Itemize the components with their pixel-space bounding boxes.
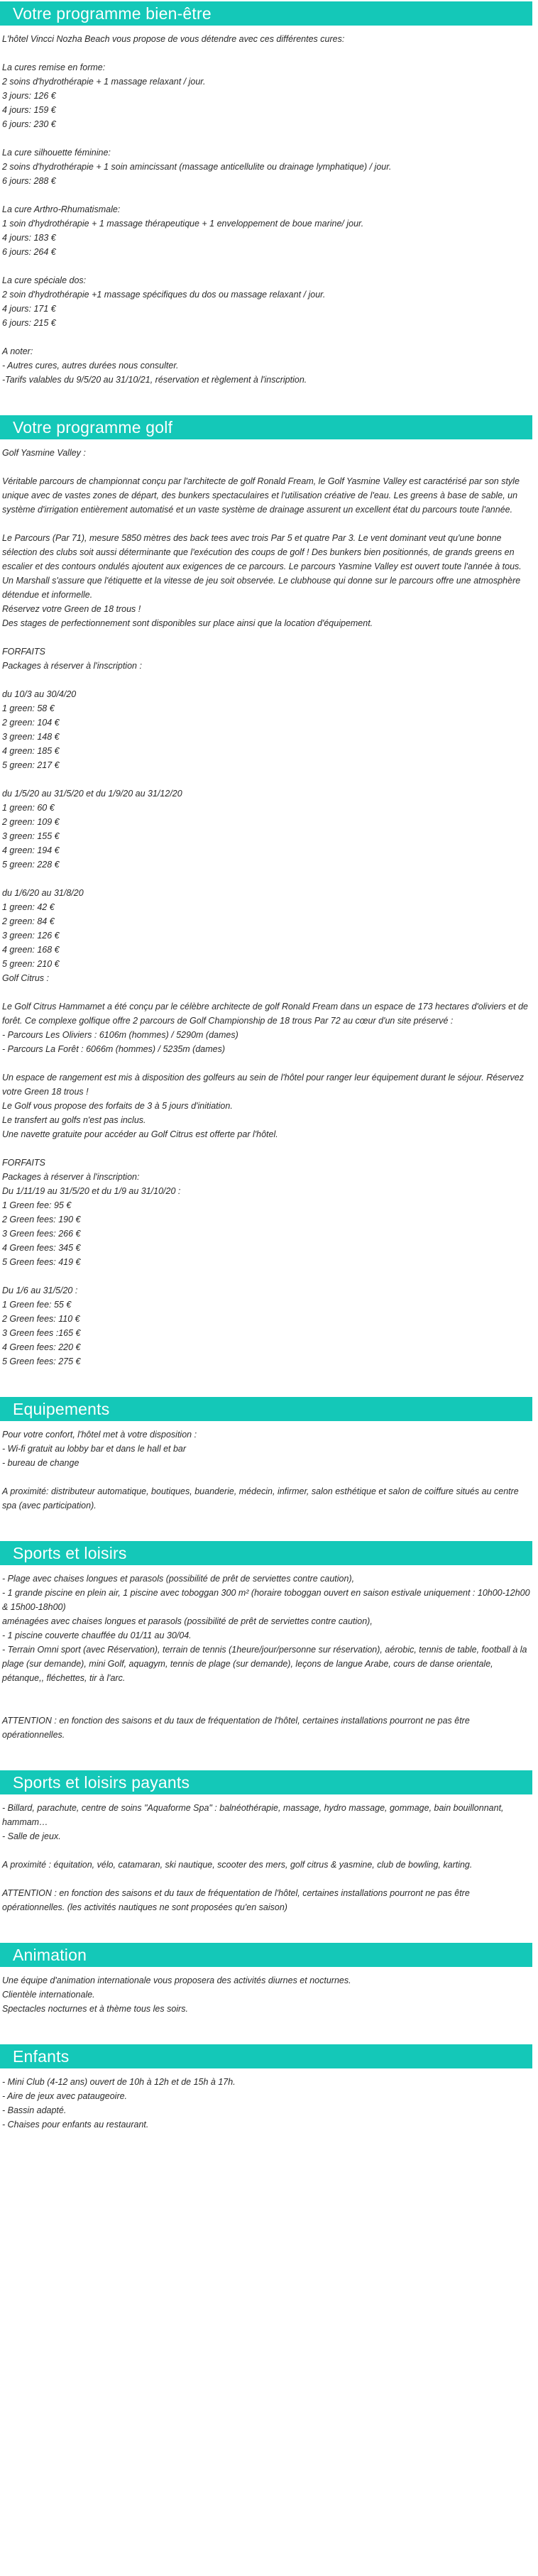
text-line: La cure silhouette féminine: (2, 148, 111, 158)
text-line: 4 green: 168 € (2, 945, 60, 955)
text-line: La cure spéciale dos: (2, 275, 87, 285)
text-line: 4 green: 194 € (2, 845, 60, 855)
text-line: 4 Green fees: 220 € (2, 1342, 81, 1352)
section-6 (0, 2044, 538, 2132)
text-line: La cure Arthro-Rhumatismale: (2, 204, 121, 214)
text-line: Le Golf vous propose des forfaits de 3 à 5 jours d'initiation. (2, 1101, 233, 1111)
text-line: 5 green: 217 € (2, 760, 60, 770)
text-line: - Parcours Les Oliviers : 6106m (hommes) / 5290m (dames) (2, 1030, 238, 1040)
text-line: - Bassin adapté. (2, 2105, 67, 2115)
text-line (2, 1685, 531, 1699)
section-3 (0, 1541, 538, 1770)
text-line: Réservez votre Green de 18 trous ! (2, 604, 141, 614)
section-spacer (0, 2016, 538, 2044)
text-line (2, 460, 531, 474)
text-line: Une navette gratuite pour accéder au Golf Citrus est offerte par l'hôtel. (2, 1129, 278, 1139)
text-line: du 1/6/20 au 31/8/20 (2, 888, 84, 898)
text-line: Du 1/6 au 31/5/20 : (2, 1286, 78, 1295)
text-line: - 1 piscine couverte chauffée du 01/11 au 30/04. (2, 1630, 192, 1640)
text-line: 1 green: 60 € (2, 803, 55, 813)
text-line (2, 630, 531, 645)
text-line (2, 46, 531, 60)
text-line: 2 green: 84 € (2, 916, 55, 926)
text-line: du 1/5/20 au 31/5/20 et du 1/9/20 au 31/12/20 (2, 789, 182, 799)
section-spacer (0, 1742, 538, 1770)
text-line: 6 jours: 215 € (2, 318, 56, 328)
text-line: A proximité: distributeur automatique, boutiques, buanderie, médecin, infirmer, salon esthétique et salon de coiffure situés au centre spa (avec participation). (2, 1486, 519, 1511)
text-line: Clientèle internationale. (2, 1990, 95, 2000)
text-line: - Chaises pour enfants au restaurant. (2, 2120, 149, 2130)
text-line: Golf Yasmine Valley : (2, 448, 86, 458)
text-line: 1 green: 58 € (2, 703, 55, 713)
text-line: 1 Green fee: 95 € (2, 1200, 72, 1210)
text-line: 4 jours: 159 € (2, 105, 56, 115)
text-line: 5 Green fees: 275 € (2, 1356, 81, 1366)
text-line (2, 1699, 531, 1714)
text-line: Une équipe d'animation internationale vous proposera des activités diurnes et nocturnes. (2, 1975, 351, 1985)
text-line: 1 Green fee: 55 € (2, 1300, 72, 1310)
section-5 (0, 1943, 538, 2044)
section-content (0, 1565, 538, 1742)
text-line: Le Parcours (Par 71), mesure 5850 mètres des back tees avec trois Par 5 et quatre Par 3. Le vent dominant veut qu'une bonne sélection des clubs soit aussi déterminante que l'exécution des coups de golf ! Des bunkers bien positionnés, de grands greens en escalier et des contours ondulés ajoutent aux exigences de ce parcours. Le parcours Yasmine Valley est ouvert toute l'année à tous. Un Marshall s'assure que l'étiquette et la vitesse de jeu soit observée. Le clubhouse qui donne sur le parcours offre une atmosphère détendue et informelle. (2, 533, 522, 600)
text-line: 2 soins d'hydrothérapie + 1 massage relaxant / jour. (2, 77, 206, 87)
text-line: L'hôtel Vincci Nozha Beach vous propose de vous détendre avec ces différentes cures: (2, 34, 345, 44)
text-line: ATTENTION : en fonction des saisons et du taux de fréquentation de l'hôtel, certaines installations pourront ne pas être opérationnelles. (les activités nautiques ne sont proposées qu'en saison) (2, 1888, 470, 1912)
text-line (2, 1470, 531, 1484)
text-line: 5 green: 210 € (2, 959, 60, 969)
section-spacer (0, 1513, 538, 1541)
text-line (2, 772, 531, 786)
section-header-band (0, 1770, 532, 1794)
text-line: 3 green: 126 € (2, 931, 60, 941)
text-line: 5 Green fees: 419 € (2, 1257, 81, 1267)
text-line: A noter: (2, 346, 33, 356)
text-line: - Aire de jeux avec pataugeoire. (2, 2091, 128, 2101)
section-header-band (0, 1541, 532, 1565)
text-line: aménagées avec chaises longues et parasols (possibilité de prêt de serviettes contre caution), (2, 1616, 373, 1626)
text-line: 4 jours: 171 € (2, 304, 56, 314)
text-line: 3 Green fees :165 € (2, 1328, 81, 1338)
text-line: Le Golf Citrus Hammamet a été conçu par le célèbre architecte de golf Ronald Fream dans un espace de 173 hectares d'oliviers et de forêt. Ce complexe golfique offre 2 parcours de Golf Championship de 18 trous Par 72 au cœur d'un site préservé : (2, 1002, 528, 1026)
section-spacer (0, 1914, 538, 1943)
text-line (2, 330, 531, 344)
text-line: Golf Citrus : (2, 973, 49, 983)
section-2 (0, 1397, 538, 1541)
text-line (2, 188, 531, 202)
text-line: - Parcours La Forêt : 6066m (hommes) / 5235m (dames) (2, 1044, 226, 1054)
section-title: Enfants (13, 2046, 70, 2066)
section-header-band (0, 1, 532, 26)
text-line: 2 green: 104 € (2, 718, 60, 728)
text-line (2, 1872, 531, 1886)
text-line: Véritable parcours de championnat conçu par l'architecte de golf Ronald Fream, le Golf Yasmine Valley est caractérisé par son style unique avec de vastes zones de départ, des bunkers spectaculaires et l'utilisation créative de l'eau. Les greens à base de sable, un système d'irrigation entièrement automatisé et un vaste système de drainage assurent un excellent état du parcours toute l'année. (2, 476, 520, 515)
section-header-band (0, 1943, 532, 1967)
text-line (2, 985, 531, 999)
section-header-band (0, 2044, 532, 2068)
text-line: Le transfert au golfs n'est pas inclus. (2, 1115, 146, 1125)
section-1 (0, 415, 538, 1397)
section-content (0, 1794, 538, 1914)
text-line (2, 1843, 531, 1858)
text-line: - bureau de change (2, 1458, 79, 1468)
text-line (2, 1056, 531, 1070)
text-line: 1 green: 42 € (2, 902, 55, 912)
text-line: 2 Green fees: 190 € (2, 1215, 81, 1224)
text-line (2, 1269, 531, 1283)
section-spacer (0, 387, 538, 415)
text-line: - Terrain Omni sport (avec Réservation), terrain de tennis (1heure/jour/personne sur réservation), aérobic, tennis de table, football à la plage (sur demande), mini Golf, aquagym, tennis de plage (sur demande), leçons de langue Arabe, cours de danse orientale, pétanque,, fléchettes, tir à l'arc. (2, 1645, 527, 1683)
section-4 (0, 1770, 538, 1943)
text-line: Des stages de perfectionnement sont disponibles sur place ainsi que la location d'équipement. (2, 618, 373, 628)
text-line: 2 soin d'hydrothérapie +1 massage spécifiques du dos ou massage relaxant / jour. (2, 290, 326, 300)
text-line: Un espace de rangement est mis à disposition des golfeurs au sein de l'hôtel pour ranger leur équipement durant le séjour. Réservez votre Green 18 trous ! (2, 1073, 524, 1097)
text-line: FORFAITS (2, 647, 45, 657)
text-line: Packages à réserver à l'inscription : (2, 661, 142, 671)
text-line: 2 soins d'hydrothérapie + 1 soin amincissant (massage anticellulite ou drainage lymphatique) / jour. (2, 162, 392, 172)
text-line: 4 green: 185 € (2, 746, 60, 756)
section-content (0, 26, 538, 387)
section-title: Animation (13, 1945, 87, 1964)
text-line: - Mini Club (4-12 ans) ouvert de 10h à 12h et de 15h à 17h. (2, 2077, 236, 2087)
section-title: Votre programme golf (13, 417, 173, 437)
text-line: 3 jours: 126 € (2, 91, 56, 101)
text-line: 6 jours: 264 € (2, 247, 56, 257)
text-line (2, 673, 531, 687)
section-title: Sports et loisirs payants (13, 1772, 190, 1792)
text-line: - Autres cures, autres durées nous consulter. (2, 361, 179, 371)
text-line (2, 517, 531, 531)
section-title: Equipements (13, 1399, 110, 1418)
text-line: 2 green: 109 € (2, 817, 60, 827)
text-line: du 10/3 au 30/4/20 (2, 689, 77, 699)
section-content (0, 439, 538, 1369)
section-header-band (0, 1397, 532, 1421)
text-line: 5 green: 228 € (2, 860, 60, 870)
text-line: 6 jours: 230 € (2, 119, 56, 129)
text-line: - Billard, parachute, centre de soins "Aquaforme Spa" : balnéothérapie, massage, hydro massage, gommage, bain bouillonnant, hammam… (2, 1803, 504, 1827)
text-line: 3 green: 148 € (2, 732, 60, 742)
text-line: 2 Green fees: 110 € (2, 1314, 80, 1324)
text-line: - Wi-fi gratuit au lobby bar et dans le hall et bar (2, 1444, 187, 1454)
text-line: A proximité : équitation, vélo, catamaran, ski nautique, scooter des mers, golf citrus & yasmine, club de bowling, karting. (2, 1860, 473, 1870)
text-line: La cures remise en forme: (2, 62, 106, 72)
text-line: - Salle de jeux. (2, 1831, 61, 1841)
text-line (2, 131, 531, 146)
section-content (0, 2068, 538, 2132)
text-line (2, 259, 531, 273)
text-line: 1 soin d'hydrothérapie + 1 massage thérapeutique + 1 enveloppement de boue marine/ jour. (2, 219, 364, 229)
text-line (2, 1141, 531, 1156)
section-content (0, 1421, 538, 1513)
section-spacer (0, 1369, 538, 1397)
text-line: 6 jours: 288 € (2, 176, 56, 186)
text-line: Packages à réserver à l'inscription: (2, 1172, 140, 1182)
text-line: FORFAITS (2, 1158, 45, 1168)
section-0 (0, 1, 538, 415)
text-line: - Plage avec chaises longues et parasols (possibilité de prêt de serviettes contre caution), (2, 1574, 355, 1584)
text-line: 3 green: 155 € (2, 831, 60, 841)
section-title: Votre programme bien-être (13, 4, 212, 23)
section-content (0, 1967, 538, 2016)
text-line (2, 872, 531, 886)
section-header-band (0, 415, 532, 439)
text-line: ATTENTION : en fonction des saisons et du taux de fréquentation de l'hôtel, certaines installations pourront ne pas être opérationnelles. (2, 1716, 470, 1740)
text-line: - 1 grande piscine en plein air, 1 piscine avec toboggan 300 m² (horaire toboggan ouvert en saison estivale uniquement : 10h00-12h00 & 15h00-18h00) (2, 1588, 530, 1612)
text-line: Pour votre confort, l'hôtel met à votre disposition : (2, 1430, 197, 1440)
text-line: Spectacles nocturnes et à thème tous les soirs. (2, 2004, 188, 2014)
text-line: Du 1/11/19 au 31/5/20 et du 1/9 au 31/10/20 : (2, 1186, 181, 1196)
text-line: 3 Green fees: 266 € (2, 1229, 81, 1239)
section-title: Sports et loisirs (13, 1543, 127, 1562)
text-line: 4 jours: 183 € (2, 233, 56, 243)
text-line: -Tarifs valables du 9/5/20 au 31/10/21, réservation et règlement à l'inscription. (2, 375, 307, 385)
text-line: 4 Green fees: 345 € (2, 1243, 81, 1253)
